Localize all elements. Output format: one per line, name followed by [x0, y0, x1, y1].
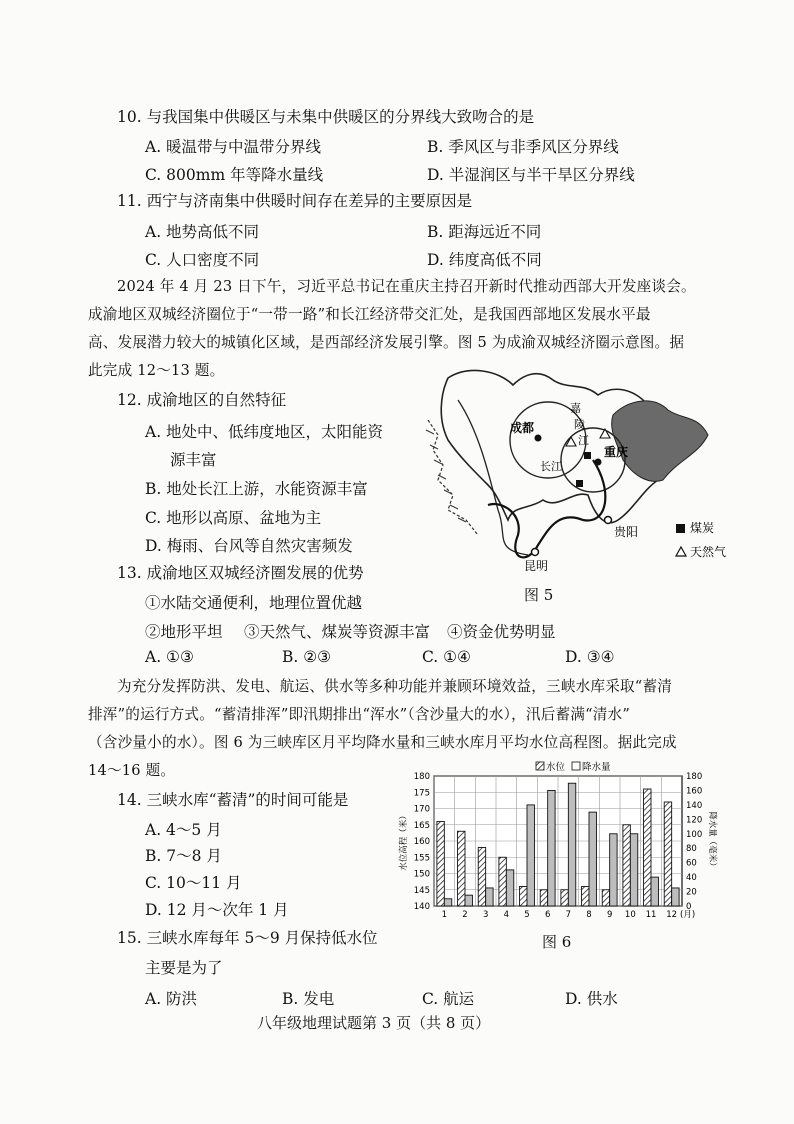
precipitation-bar	[589, 812, 596, 906]
q11-stem: 11. 西宁与济南集中供暖时间存在差异的主要原因是	[117, 192, 473, 210]
legend-precipitation-icon	[572, 762, 580, 770]
right-tick-label: 60	[686, 858, 697, 869]
legend-water-level-icon	[536, 762, 544, 770]
legend-coal-label: 煤炭	[690, 521, 715, 535]
q10-option-c: C. 800mm 年等降水量线	[145, 166, 324, 184]
railway-loop	[488, 460, 605, 557]
left-tick-label: 160	[413, 837, 430, 847]
legend-gas-icon	[676, 547, 686, 556]
precipitation-bar	[465, 895, 472, 906]
q14-option-a: A. 4～5 月	[145, 821, 222, 839]
precipitation-bar	[527, 805, 534, 906]
city-chengdu: 成都	[510, 421, 535, 435]
legend-water-level-label: 水位	[546, 762, 566, 773]
q10-option-d: D. 半湿润区与半干旱区分界线	[427, 166, 635, 184]
precipitation-bar	[486, 888, 493, 906]
x-tick-label: 10	[624, 910, 636, 920]
label-jiang: 江	[578, 434, 589, 447]
left-tick-label: 180	[413, 772, 430, 782]
right-axis-title: 降水量（毫米）	[707, 811, 717, 871]
x-tick-label: 8	[586, 910, 592, 920]
right-tick-label: 140	[686, 800, 703, 811]
q14-stem: 14. 三峡水库“蓄清”的时间可能是	[117, 791, 349, 809]
passage1-line-4: 此完成 12～13 题。	[88, 362, 225, 379]
q15-option-b: B. 发电	[282, 990, 335, 1008]
water-level-bar	[437, 822, 444, 907]
q11-option-b: B. 距海远近不同	[427, 223, 542, 241]
q13-item-1: ①水陆交通便利，地理位置优越	[145, 594, 363, 612]
water-level-bar	[664, 802, 671, 906]
q13-option-a: A. ①③	[145, 648, 194, 666]
q11-option-a: A. 地势高低不同	[145, 223, 260, 241]
q12-option-d: D. 梅雨、台风等自然灾害频发	[145, 537, 353, 555]
city-kunming: 昆明	[524, 559, 549, 573]
left-tick-label: 165	[413, 820, 430, 831]
passage1-line-1: 2024 年 4 月 23 日下午，习近平总书记在重庆主持召开新时代推动西部大开发座谈会。	[117, 278, 696, 295]
guiyang-marker	[605, 517, 612, 524]
right-tick-label: 160	[686, 786, 703, 797]
q14-option-d: D. 12 月～次年 1 月	[145, 901, 289, 919]
water-level-bar	[623, 825, 630, 906]
precipitation-bar	[610, 834, 617, 906]
passage1-line-2: 成渝地区双城经济圈位于“一带一路”和长江经济带交汇处，是我国西部地区发展水平最	[88, 306, 651, 323]
left-axis-title: 水位高程（米）	[399, 811, 409, 871]
q12-stem: 12. 成渝地区的自然特征	[117, 391, 287, 409]
q11-option-c: C. 人口密度不同	[145, 251, 260, 269]
x-tick-label: 11	[645, 910, 657, 920]
passage2-line-3: （含沙量小的水）。图 6 为三峡库区月平均降水量和三峡水库月平均水位高程图。据此完成	[88, 734, 677, 751]
water-level-bar	[582, 887, 589, 907]
q13-item-4: ④资金优势明显	[447, 623, 556, 641]
left-tick-label: 150	[413, 869, 430, 880]
page-footer: 八年级地理试题第 3 页（共 8 页）	[257, 1014, 491, 1032]
passage2-line-4: 14～16 题。	[88, 762, 176, 779]
x-tick-label: 3	[482, 910, 489, 920]
q12-option-a: A. 地处中、低纬度地区，太阳能资	[145, 423, 384, 441]
left-tick-label: 170	[413, 804, 430, 815]
left-tick-label: 140	[413, 902, 430, 912]
right-tick-label: 80	[686, 844, 697, 855]
water-level-bar	[520, 887, 527, 907]
precipitation-bar	[568, 783, 575, 906]
water-level-bar	[602, 890, 609, 906]
right-tick-label: 0	[686, 902, 692, 912]
left-tick-label: 145	[413, 885, 430, 896]
right-tick-label: 120	[686, 815, 703, 826]
precipitation-bar	[630, 834, 637, 906]
q12-option-c: C. 地形以高原、盆地为主	[145, 509, 322, 527]
label-ling: 陵	[574, 418, 585, 431]
q13-item-2: ②地形平坦	[145, 623, 223, 641]
left-tick-label: 175	[413, 788, 430, 799]
label-jia: 嘉	[570, 402, 581, 415]
western-hatch	[426, 430, 466, 522]
chongqing-marker	[595, 459, 602, 466]
precipitation-bar	[672, 888, 679, 906]
q15-stem-cont: 主要是为了	[145, 959, 223, 977]
left-tick-label: 155	[413, 853, 430, 864]
legend-precipitation-label: 降水量	[582, 762, 611, 773]
q15-stem: 15. 三峡水库每年 5～9 月保持低水位	[117, 929, 378, 947]
right-tick-label: 180	[686, 772, 703, 782]
right-tick-label: 20	[686, 887, 697, 898]
x-tick-label: 1	[441, 910, 448, 920]
x-tick-label: 5	[524, 910, 530, 920]
figure-5-map	[418, 360, 738, 580]
q10-option-a: A. 暖温带与中温带分界线	[145, 138, 322, 156]
q14-option-c: C. 10～11 月	[145, 874, 242, 892]
coal-symbol-2	[576, 480, 583, 487]
label-changjiang: 长江	[540, 460, 562, 473]
precipitation-bar	[548, 790, 555, 906]
water-level-bar	[499, 857, 506, 906]
x-tick-label: 6	[544, 910, 551, 920]
kunming-marker	[532, 549, 539, 556]
q13-item-3: ③天然气、煤炭等资源丰富	[244, 623, 431, 641]
q11-option-d: D. 纬度高低不同	[427, 251, 542, 269]
figure-6-caption: 图 6	[542, 933, 572, 951]
legend-gas-label: 天然气	[690, 545, 727, 559]
q13-option-d: D. ③④	[565, 648, 615, 666]
precipitation-bar	[651, 877, 658, 906]
water-level-bar	[478, 848, 485, 907]
q15-option-d: D. 供水	[565, 990, 618, 1008]
city-chongqing: 重庆	[604, 445, 629, 459]
figure-6-chart	[396, 758, 718, 930]
passage1-line-3: 高、发展潜力较大的城镇化区域，是西部经济发展引擎。图 5 为成渝双城经济圈示意图。据	[88, 334, 685, 351]
q15-option-a: A. 防洪	[145, 990, 198, 1008]
precipitation-bar	[444, 899, 451, 906]
x-tick-label: 7	[565, 910, 572, 920]
q13-option-b: B. ②③	[282, 648, 332, 666]
q13-stem: 13. 成渝地区双城经济圈发展的优势	[117, 564, 364, 582]
x-unit-label: (月)	[680, 910, 696, 920]
passage2-line-2: 排浑”的运行方式。“蓄清排浑”即汛期排出“浑水”（含沙量大的水），汛后蓄满“清水”	[88, 706, 631, 723]
q13-option-c: C. ①④	[422, 648, 471, 666]
city-guiyang: 贵阳	[614, 525, 639, 539]
q14-option-b: B. 7～8 月	[145, 847, 222, 865]
x-tick-label: 2	[462, 910, 468, 920]
q10-option-b: B. 季风区与非季风区分界线	[427, 138, 619, 156]
right-tick-label: 40	[686, 873, 697, 884]
water-level-bar	[540, 890, 547, 906]
q15-option-c: C. 航运	[422, 990, 475, 1008]
gas-symbol-2	[600, 429, 610, 438]
q12-option-a-cont: 源丰富	[170, 451, 217, 469]
coal-symbol	[584, 452, 591, 459]
legend-coal-icon	[676, 524, 685, 533]
precipitation-bar	[506, 870, 513, 906]
water-level-bar	[644, 789, 651, 906]
x-tick-label: 9	[606, 910, 613, 920]
x-tick-label: 4	[503, 910, 510, 920]
passage2-line-1: 为充分发挥防洪、发电、航运、供水等多种功能并兼顾环境效益，三峡水库采取“蓄清	[117, 678, 673, 695]
chengdu-marker	[535, 435, 542, 442]
western-mountains	[428, 420, 478, 535]
water-level-bar	[458, 831, 465, 906]
x-tick-label: 12	[666, 910, 678, 920]
q12-option-b: B. 地处长江上游，水能资源丰富	[145, 480, 368, 498]
figure-5-caption: 图 5	[524, 586, 554, 604]
water-level-bar	[561, 890, 568, 906]
q10-stem: 10. 与我国集中供暖区与未集中供暖区的分界线大致吻合的是	[117, 108, 535, 126]
eastern-shaded-region	[612, 401, 708, 481]
right-tick-label: 100	[686, 829, 703, 840]
